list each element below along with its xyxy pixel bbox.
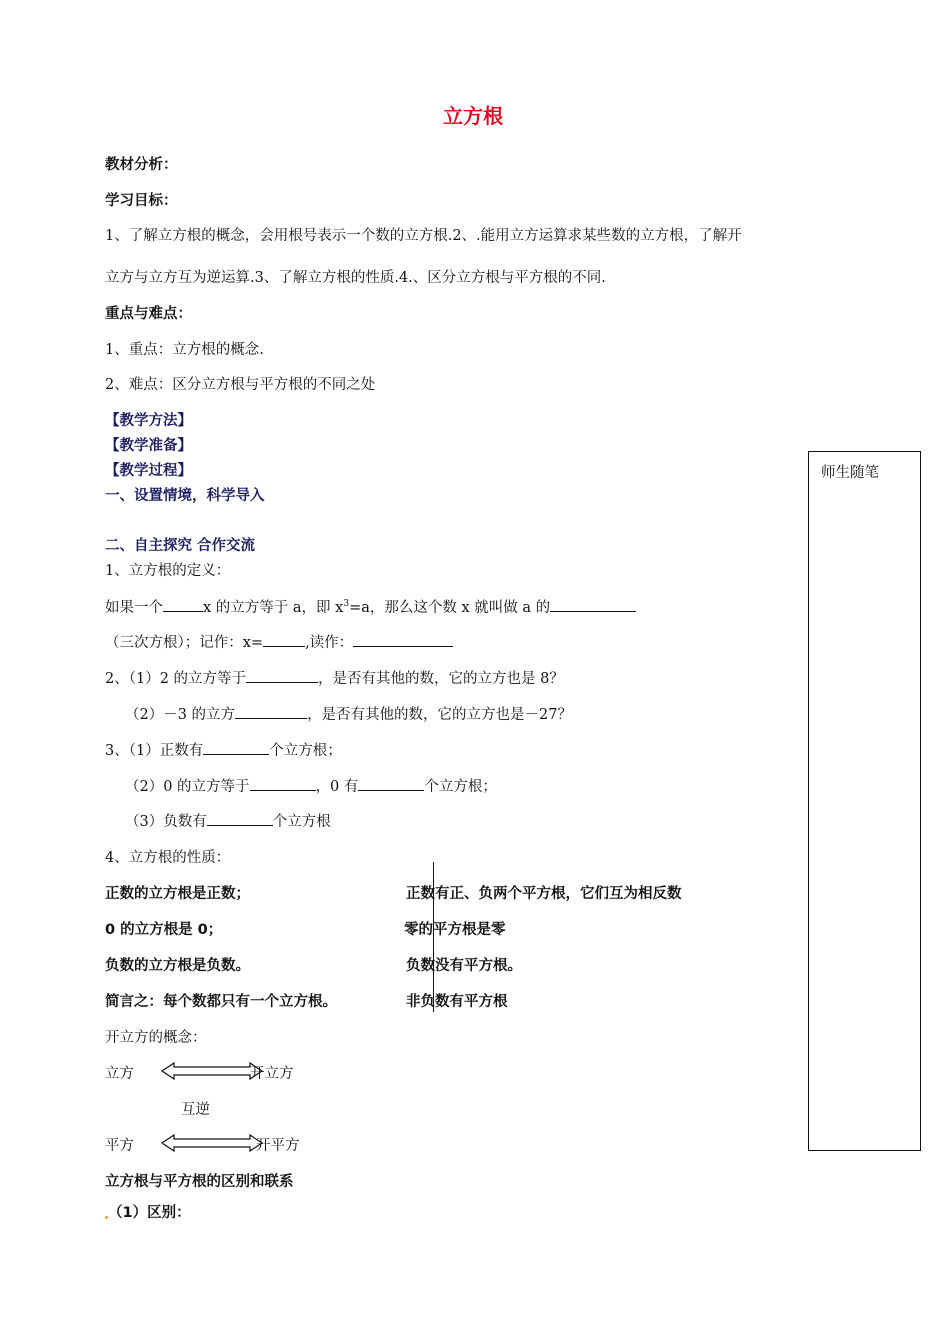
prep-heading: 【教学准备】 <box>105 438 192 454</box>
answer-blank[interactable] <box>207 811 273 826</box>
question-text: （2）－3 的立方 <box>125 707 236 723</box>
answer-blank[interactable] <box>246 668 318 683</box>
question-text: 个立方根； <box>424 779 497 795</box>
question-2-line-1 <box>105 667 564 688</box>
question-text: 个立方根； <box>269 743 342 759</box>
definition-heading: 1、立方根的定义： <box>105 563 231 579</box>
goals-line-2: 立方与立方互为逆运算.3、了解立方根的性质.4.、区分立方根与平方根的不同. <box>105 270 606 286</box>
process-heading: 【教学过程】 <box>105 463 192 479</box>
property-right: 正数有正、负两个平方根，它们互为相反数 <box>406 886 682 902</box>
sidebar-notes-box <box>808 451 921 1151</box>
question-3-line-2 <box>125 775 497 796</box>
answer-blank[interactable] <box>250 776 316 791</box>
definition-text-a: 如果一个 <box>105 600 163 616</box>
property-left: 正数的立方根是正数； <box>105 886 250 902</box>
question-text: 3、（1）正数有 <box>105 743 204 759</box>
section-2-heading: 二、自主探究 合作交流 <box>105 538 256 554</box>
property-left: 简言之：每个数都只有一个立方根。 <box>105 994 337 1010</box>
difficult-point: 2、难点：区分立方根与平方根的不同之处 <box>105 377 376 393</box>
property-right: 负数没有平方根。 <box>406 958 522 974</box>
question-text: （2）0 的立方等于 <box>125 779 250 795</box>
question-2-line-2 <box>125 703 572 724</box>
key-point: 1、重点：立方根的概念. <box>105 342 264 358</box>
answer-blank[interactable] <box>203 740 269 755</box>
question-text: （3）负数有 <box>125 814 207 830</box>
answer-blank[interactable] <box>358 776 424 791</box>
question-3-line-3 <box>125 810 331 831</box>
answer-blank[interactable] <box>163 597 203 612</box>
double-arrow-icon <box>160 1062 264 1080</box>
question-text: ，是否有其他的数，它的立方也是 8？ <box>318 671 564 687</box>
difference-heading <box>105 1201 191 1222</box>
property-left: 0 的立方根是 0； <box>105 922 223 938</box>
answer-blank[interactable] <box>353 632 453 647</box>
key-points-heading: 重点与难点： <box>105 306 192 322</box>
section-1-heading: 一、设置情境，科学导入 <box>105 488 265 504</box>
diagram-square-label: 平方 <box>105 1138 134 1154</box>
page-title: 立方根 <box>443 104 503 128</box>
diagram-cube-root-label: 开立方 <box>250 1066 294 1082</box>
question-text: 2、（1）2 的立方等于 <box>105 671 247 687</box>
goals-line-1: 1、了解立方根的概念，会用根号表示一个数的立方根.2、.能用立方运算求某些数的立方根，了解开 <box>105 228 742 244</box>
question-text: 个立方根 <box>272 814 331 830</box>
method-heading: 【教学方法】 <box>105 413 192 429</box>
diagram-inverse-label: 互逆 <box>181 1102 210 1118</box>
double-arrow-icon <box>160 1134 264 1152</box>
answer-blank[interactable] <box>550 597 636 612</box>
property-right: 非负数有平方根 <box>406 994 508 1010</box>
property-left: 负数的立方根是负数。 <box>105 958 250 974</box>
diagram-cube-label: 立方 <box>105 1066 134 1082</box>
concept-heading: 开立方的概念： <box>105 1030 207 1046</box>
question-text: ，0 有 <box>315 779 359 795</box>
definition-text-e: ,读作： <box>305 635 354 651</box>
diagram-square-root-label: 开平方 <box>256 1138 300 1154</box>
definition-text-c: =a，那么这个数 x 就叫做 a 的 <box>349 600 551 616</box>
answer-blank[interactable] <box>235 704 307 719</box>
difference-heading-text: （1）区别： <box>108 1205 191 1221</box>
question-3-line-1 <box>105 739 342 760</box>
property-right: 零的平方根是零 <box>404 922 506 938</box>
sidebar-label: 师生随笔 <box>821 465 879 481</box>
definition-line-1 <box>105 596 636 617</box>
definition-text-d: （三次方根）；记作：x= <box>105 635 264 651</box>
answer-blank[interactable] <box>263 632 305 647</box>
definition-line-2 <box>105 631 453 652</box>
question-text: ，是否有其他的数，它的立方也是－27？ <box>307 707 573 723</box>
definition-text-b: x 的立方等于 a，即 x <box>203 600 344 616</box>
textbook-analysis-heading: 教材分析： <box>105 157 178 173</box>
learning-goals-heading: 学习目标： <box>105 193 178 209</box>
properties-heading: 4、立方根的性质： <box>105 850 231 866</box>
relation-heading: 立方根与平方根的区别和联系 <box>105 1174 294 1190</box>
exponent: 3 <box>343 599 350 609</box>
